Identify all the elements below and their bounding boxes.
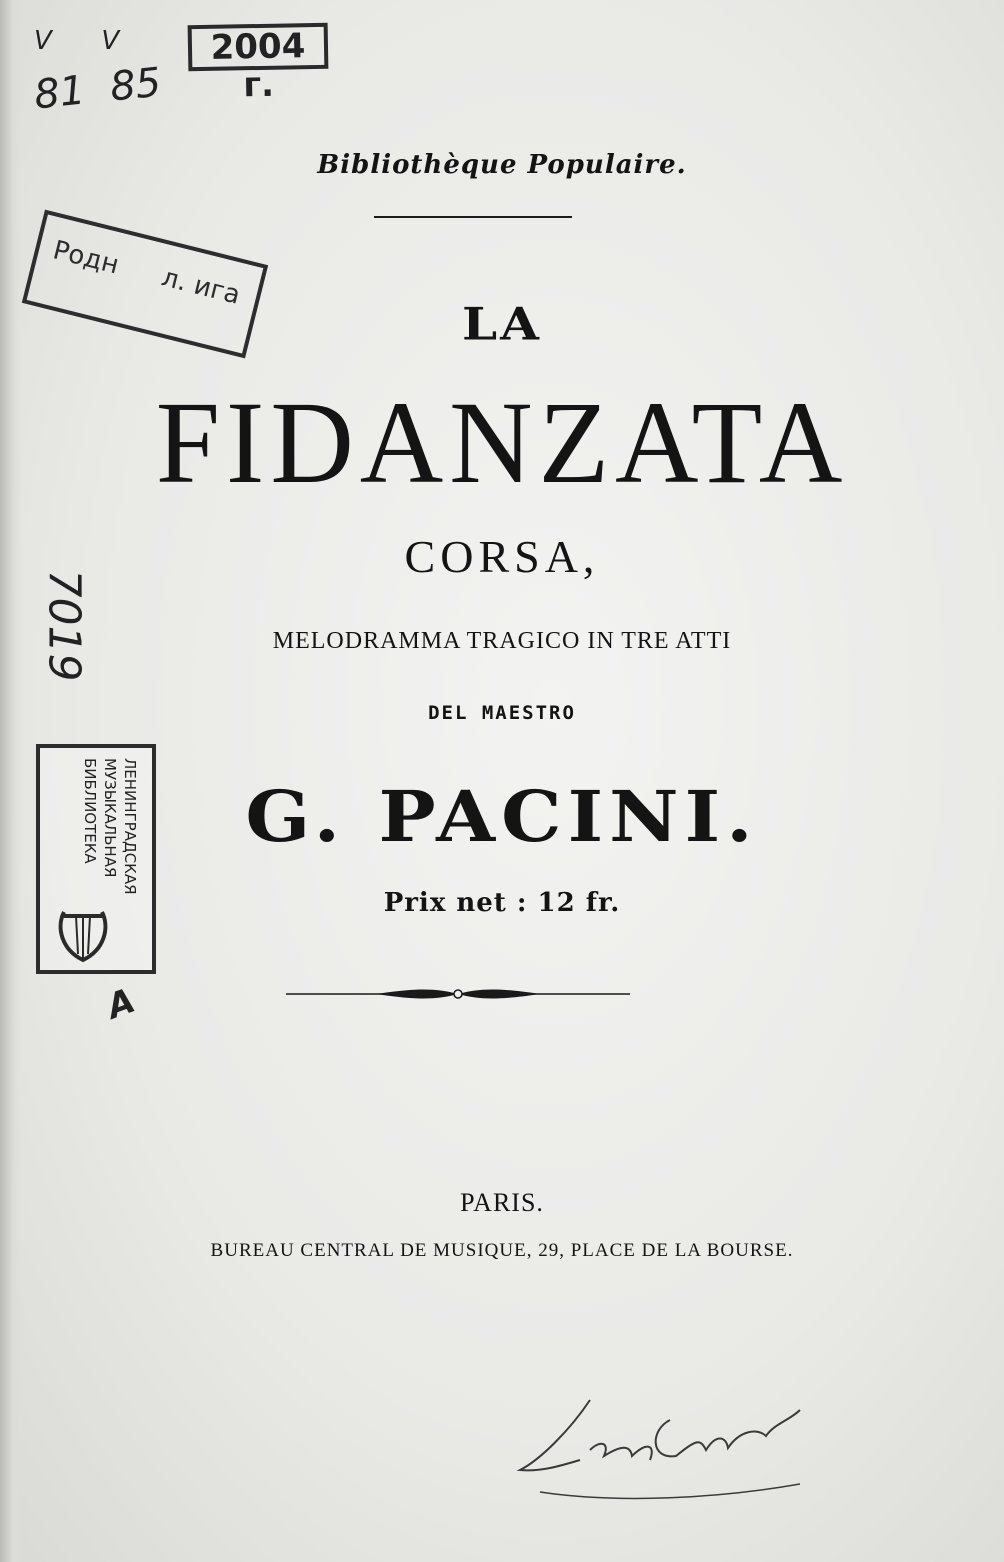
library-stamp-line-3: БИБЛИОТЕКА bbox=[81, 758, 99, 864]
handwritten-shelf-mark: 81 85 bbox=[31, 59, 164, 119]
stamp-text-right: л. ига bbox=[158, 262, 244, 311]
composer-intro: DEL MAESTRO bbox=[428, 702, 576, 724]
price-line: Prix net : 12 fr. bbox=[383, 888, 621, 918]
series-title: Bibliothèque Populaire. bbox=[317, 150, 687, 180]
stamp-text-left: Родн bbox=[49, 235, 122, 281]
genre-subtitle: MELODRAMMA TRAGICO IN TRE ATTI bbox=[272, 628, 732, 654]
handwritten-signature bbox=[500, 1380, 840, 1510]
title-continuation: CORSA, bbox=[404, 531, 600, 582]
top-divider-rule bbox=[374, 216, 572, 218]
handwritten-check-marks: V V bbox=[34, 26, 120, 56]
imprint-city: PARIS. bbox=[460, 1188, 544, 1217]
composer-name: G. PACINI. bbox=[245, 775, 759, 858]
library-stamp-line-2: МУЗЫКАЛЬНАЯ bbox=[101, 758, 119, 878]
title-article: LA bbox=[462, 296, 542, 351]
library-stamp-line-1: ЛЕНИНГРАДСКАЯ bbox=[121, 758, 139, 895]
ornamental-divider bbox=[286, 982, 630, 1006]
main-title: FIDANZATA bbox=[155, 377, 849, 508]
handwritten-letter: A bbox=[101, 980, 141, 1028]
handwritten-side-number: 7019 bbox=[38, 569, 90, 682]
publisher-line: BUREAU CENTRAL DE MUSIQUE, 29, PLACE DE LA BOURSE. bbox=[210, 1240, 794, 1261]
year-stamp: 2004 г. bbox=[188, 23, 329, 71]
